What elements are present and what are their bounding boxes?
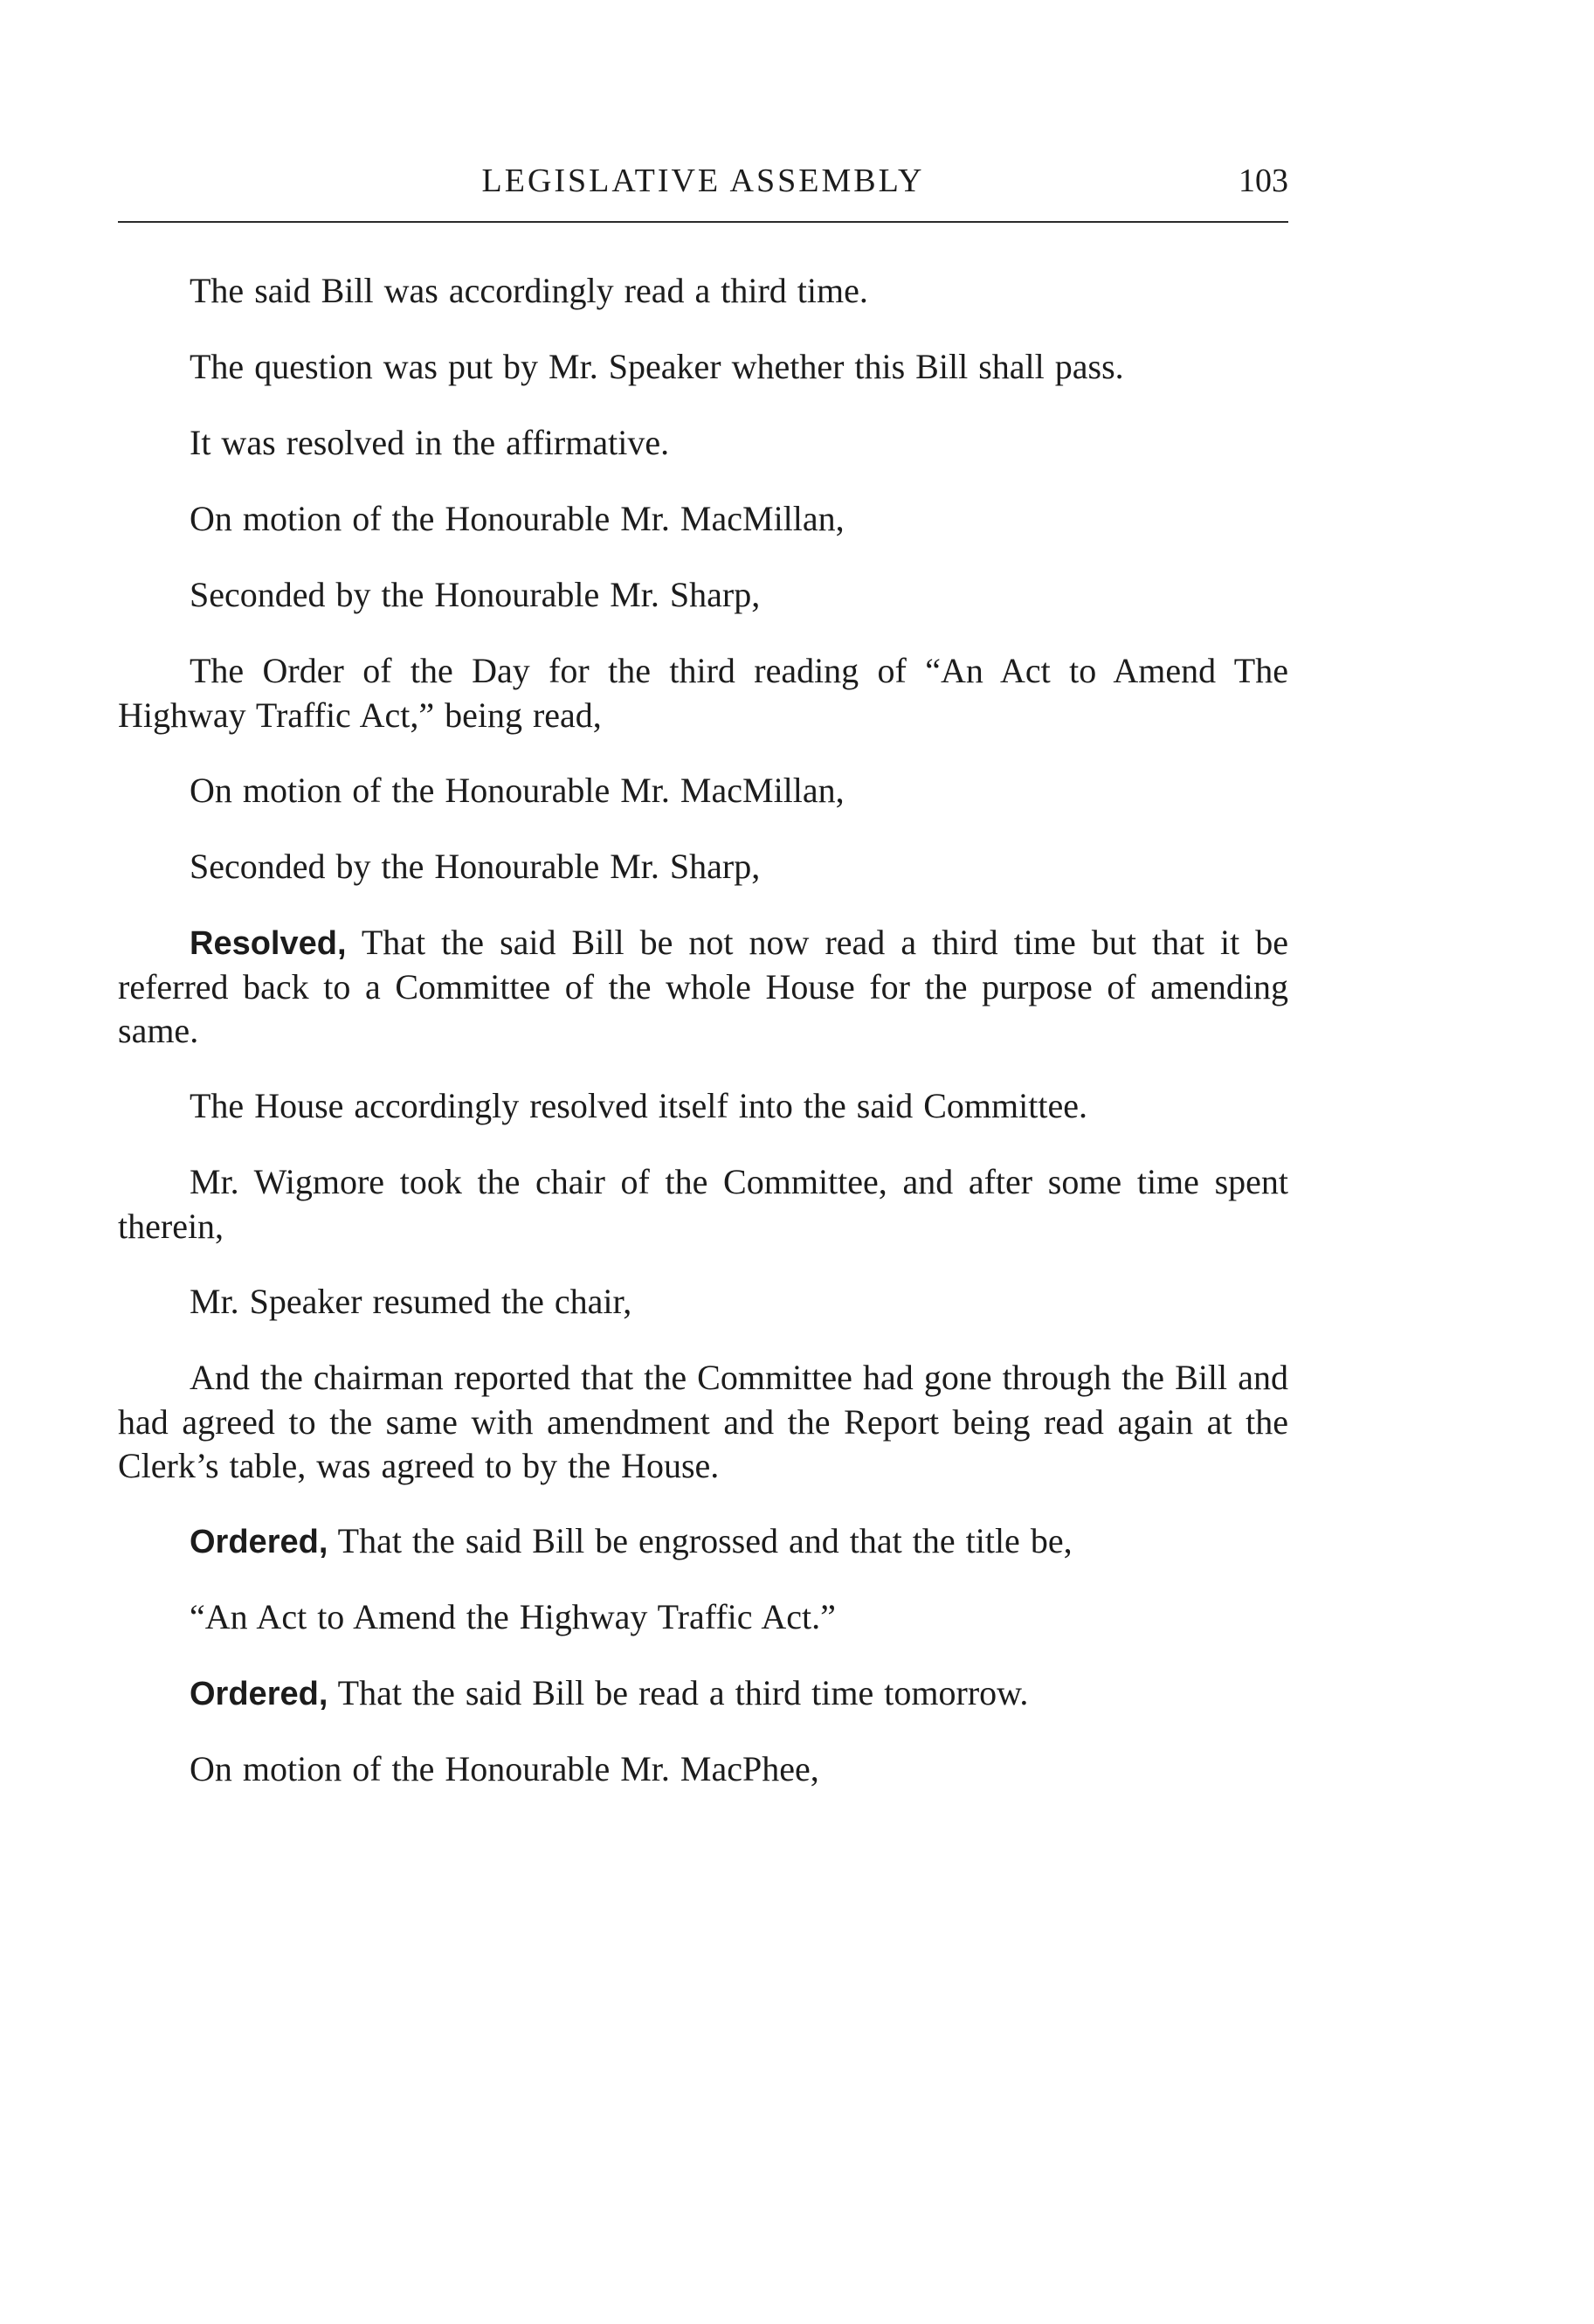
page-body <box>118 269 1288 1823</box>
paragraph <box>118 1084 1288 1129</box>
paragraph-lead: Ordered, <box>190 1524 328 1560</box>
paragraph <box>118 1356 1288 1488</box>
paragraph <box>118 1747 1288 1792</box>
paragraph <box>118 921 1288 1053</box>
paragraph <box>118 1595 1288 1640</box>
paragraph <box>118 573 1288 618</box>
paragraph <box>118 769 1288 813</box>
paragraph-text: The question was put by Mr. Speaker whether this Bill shall pass. <box>190 347 1124 386</box>
paragraph <box>118 1519 1288 1564</box>
paragraph-text: “An Act to Amend the Highway Traffic Act.” <box>190 1597 836 1636</box>
paragraph-text: The House accordingly resolved itself into the said Committee. <box>190 1086 1087 1125</box>
paragraph-text: That the said Bill be not now read a third time but that it be referred back to a Committee of the whole House for the purpose of amending same. <box>118 923 1288 1050</box>
paragraph-text: The said Bill was accordingly read a third time. <box>190 271 868 310</box>
paragraph-text: Seconded by the Honourable Mr. Sharp, <box>190 575 761 614</box>
paragraph <box>118 269 1288 314</box>
running-title: LEGISLATIVE ASSEMBLY <box>481 163 925 199</box>
paragraph <box>118 1671 1288 1716</box>
paragraph-text: And the chairman reported that the Committee had gone through the Bill and had agreed to the same with amendment and the Report being read again at the Clerk’s table, was agreed to by the House. <box>118 1358 1288 1485</box>
paragraph-text: On motion of the Honourable Mr. MacPhee, <box>190 1749 819 1788</box>
paragraph-text: Mr. Speaker resumed the chair, <box>190 1282 632 1321</box>
paragraph-text: It was resolved in the affirmative. <box>190 423 670 462</box>
paragraph <box>118 649 1288 737</box>
paragraph <box>118 1280 1288 1325</box>
paragraph-text: That the said Bill be engrossed and that the title be, <box>328 1521 1073 1560</box>
paragraph <box>118 421 1288 466</box>
paragraph-lead: Resolved, <box>190 925 347 962</box>
page-number: 103 <box>1239 163 1288 199</box>
paragraph <box>118 1160 1288 1248</box>
paragraph-text: Mr. Wigmore took the chair of the Committee, and after some time spent therein, <box>118 1162 1288 1246</box>
paragraph-text: The Order of the Day for the third reading of “An Act to Amend The Highway Traffic Act,” being read, <box>118 651 1288 735</box>
paragraph-text: On motion of the Honourable Mr. MacMillan, <box>190 499 845 538</box>
paragraph <box>118 345 1288 390</box>
paragraph-text: On motion of the Honourable Mr. MacMillan, <box>190 771 845 810</box>
paragraph-lead: Ordered, <box>190 1676 328 1712</box>
page-header <box>118 153 1288 223</box>
paragraph-text: Seconded by the Honourable Mr. Sharp, <box>190 847 761 886</box>
paragraph <box>118 845 1288 889</box>
paragraph <box>118 497 1288 542</box>
paragraph-text: That the said Bill be read a third time tomorrow. <box>328 1673 1029 1712</box>
